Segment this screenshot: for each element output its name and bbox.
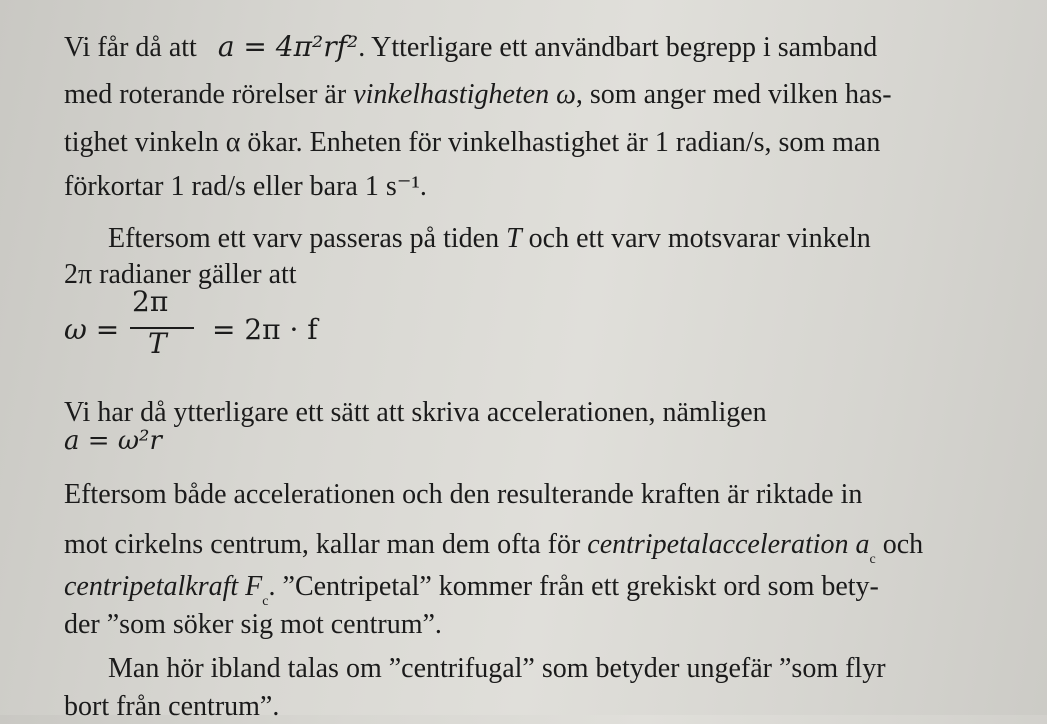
para5-line2 <box>64 690 279 724</box>
text: Eftersom både accelerationen och den resulterande kraften är riktade in <box>64 479 863 510</box>
text: . Ytterligare ett användbart begrepp i samband <box>358 32 878 63</box>
text: mot cirkelns centrum, kallar man dem ofta för <box>64 529 581 560</box>
equation-lhs: ω = <box>64 313 120 346</box>
fraction-numerator: 2π <box>132 285 169 318</box>
formula-acceleration: a = 4π²rf² <box>217 30 359 63</box>
para2-line2 <box>64 258 297 292</box>
text: 2π radianer gäller att <box>64 259 297 290</box>
para2-line1 <box>108 222 871 256</box>
text: Vi har då ytterligare ett sätt att skriva accelerationen, nämligen <box>64 397 767 428</box>
para1-line4 <box>64 170 427 204</box>
para1-line1 <box>64 30 877 65</box>
text: tighet vinkeln α ökar. Enheten för vinkelhastighet är 1 radian/s, som man <box>64 127 881 158</box>
fraction-denominator: T <box>148 327 167 360</box>
para4-line4 <box>64 608 442 642</box>
text: och ett varv motsvarar vinkeln <box>528 223 871 254</box>
equation: a = ω²r <box>64 426 162 456</box>
text: Eftersom ett varv passeras på tiden <box>108 223 500 254</box>
para3-line1 <box>64 396 767 430</box>
text: der ”som söker sig mot centrum”. <box>64 609 442 640</box>
para1-line2 <box>64 78 892 112</box>
text: och <box>882 529 924 560</box>
para5-line1 <box>108 652 886 686</box>
subscript-c: c <box>262 594 269 609</box>
text: förkortar 1 rad/s eller bara 1 s⁻¹. <box>64 171 427 202</box>
symbol-T: T <box>506 223 522 254</box>
text: , som anger med vilken has- <box>575 79 892 110</box>
para4-line1 <box>64 478 862 512</box>
equation-rhs: = 2π · f <box>212 313 318 346</box>
text: . ”Centripetal” kommer från ett grekiskt ord som bety- <box>268 571 879 602</box>
text: bort från centrum”. <box>64 691 280 722</box>
term-centripetalacceleration: centripetalacceleration a <box>587 529 870 560</box>
subscript-c: c <box>869 552 876 567</box>
equation-a-omega <box>64 424 162 458</box>
text: med roterande rörelser är <box>64 79 347 110</box>
text: Man hör ibland talas om ”centrifugal” som betyder ungefär ”som flyr <box>108 653 886 684</box>
text: Vi får då att <box>64 32 197 63</box>
para1-line3 <box>64 126 880 160</box>
term-vinkelhastighet: vinkelhastigheten ω <box>353 79 576 110</box>
term-centripetalkraft: centripetalkraft F <box>64 571 263 602</box>
